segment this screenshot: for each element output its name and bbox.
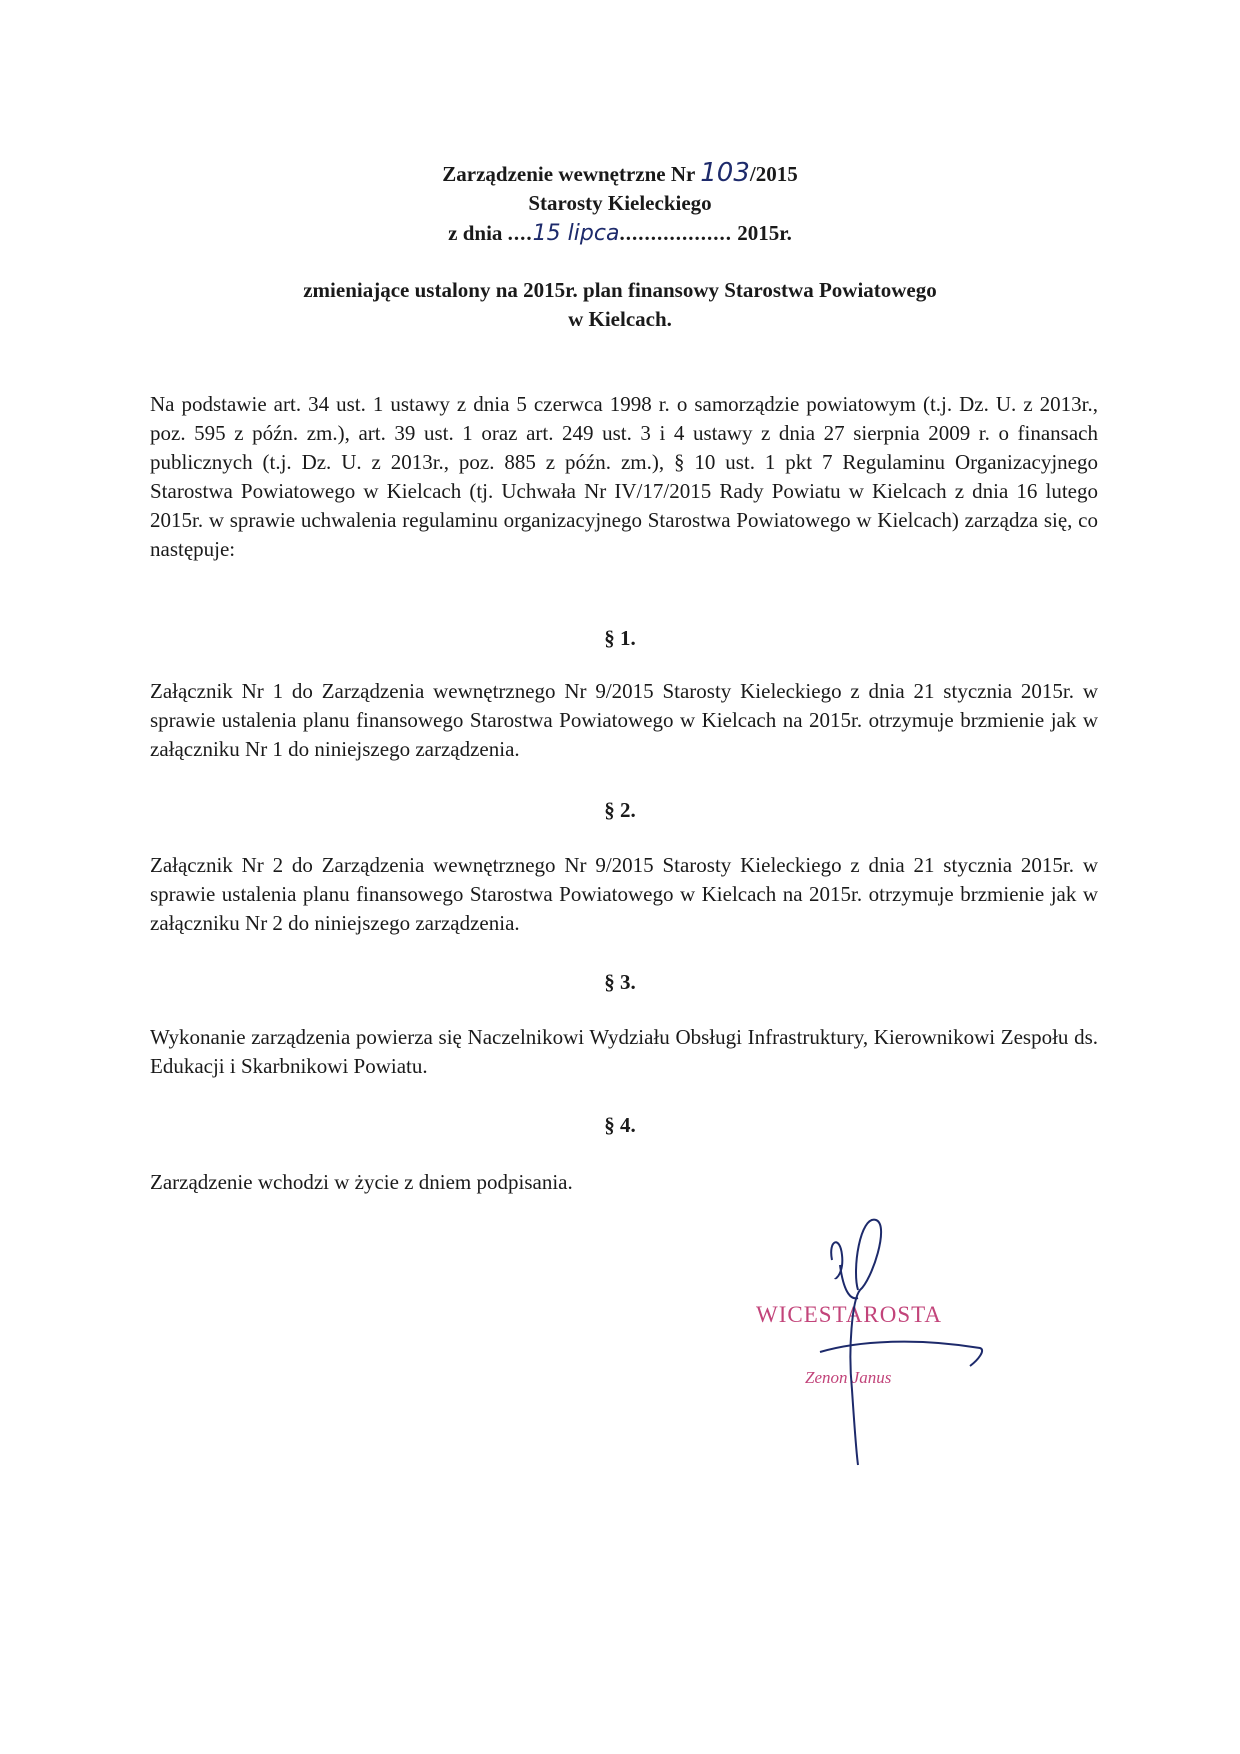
section-2-text: Załącznik Nr 2 do Zarządzenia wewnętrznego Nr 9/2015 Starosty Kieleckiego z dnia 21 stycznia 2015r. w sprawie ustalenia planu finansowego Starostwa Powiatowego w Kielcach na 2015r. otrzymuje brzmienie jak w załączniku Nr 2 do niniejszego zarządzenia. <box>150 853 1098 935</box>
date-prefix: z dnia <box>448 221 508 245</box>
section-2-mark: § 2. <box>604 798 636 822</box>
section-3-mark: § 3. <box>604 970 636 994</box>
stamp-title: WICESTAROSTA <box>756 1302 942 1327</box>
subject-line-2: w Kielcach. <box>568 307 672 331</box>
handwritten-signature <box>800 1210 1000 1470</box>
document-issuer: Starosty Kieleckiego <box>528 191 712 215</box>
title-suffix: /2015 <box>749 162 798 186</box>
document-title <box>0 158 1240 189</box>
document-date: z dnia ....15 lipca.................. 2015r. <box>448 221 792 246</box>
date-suffix: 2015r. <box>731 221 792 245</box>
section-1-mark: § 1. <box>604 626 636 650</box>
stamp-name: Zenon Janus <box>805 1368 892 1387</box>
preamble-paragraph: Na podstawie art. 34 ust. 1 ustawy z dnia 5 czerwca 1998 r. o samorządzie powiatowym (t.j. Dz. U. z 2013r., poz. 595 z późn. zm.), art. 39 ust. 1 oraz art. 249 ust. 3 i 4 ustawy z dnia 27 sierpnia 2009 r. o finansach publicznych (t.j. Dz. U. z 2013r., poz. 885 z późn. zm.), § 10 ust. 1 pkt 7 Regulaminu Organizacyjnego Starostwa Powiatowego w Kielcach (tj. Uchwała Nr IV/17/2015 Rady Powiatu w Kielcach z dnia 16 lutego 2015r. w sprawie uchwalenia regulaminu organizacyjnego Starostwa Powiatowego w Kielcach) zarządza się, co następuje: <box>150 392 1098 561</box>
section-4-text: Zarządzenie wchodzi w życie z dniem podpisania. <box>150 1170 573 1194</box>
section-4-mark: § 4. <box>604 1113 636 1137</box>
section-3-text: Wykonanie zarządzenia powierza się Naczelnikowi Wydziału Obsługi Infrastruktury, Kierownikowi Zespołu ds. Edukacji i Skarbnikowi Powiatu. <box>150 1025 1098 1078</box>
handwritten-number: 103 <box>700 158 750 188</box>
handwritten-date: 15 lipca <box>532 221 620 246</box>
section-1-text: Załącznik Nr 1 do Zarządzenia wewnętrznego Nr 9/2015 Starosty Kieleckiego z dnia 21 stycznia 2015r. w sprawie ustalenia planu finansowego Starostwa Powiatowego w Kielcach na 2015r. otrzymuje brzmienie jak w załączniku Nr 1 do niniejszego zarządzenia. <box>150 679 1098 761</box>
title-prefix: Zarządzenie wewnętrzne Nr <box>442 162 701 186</box>
subject-line-1: zmieniające ustalony na 2015r. plan finansowy Starostwa Powiatowego <box>303 278 937 302</box>
